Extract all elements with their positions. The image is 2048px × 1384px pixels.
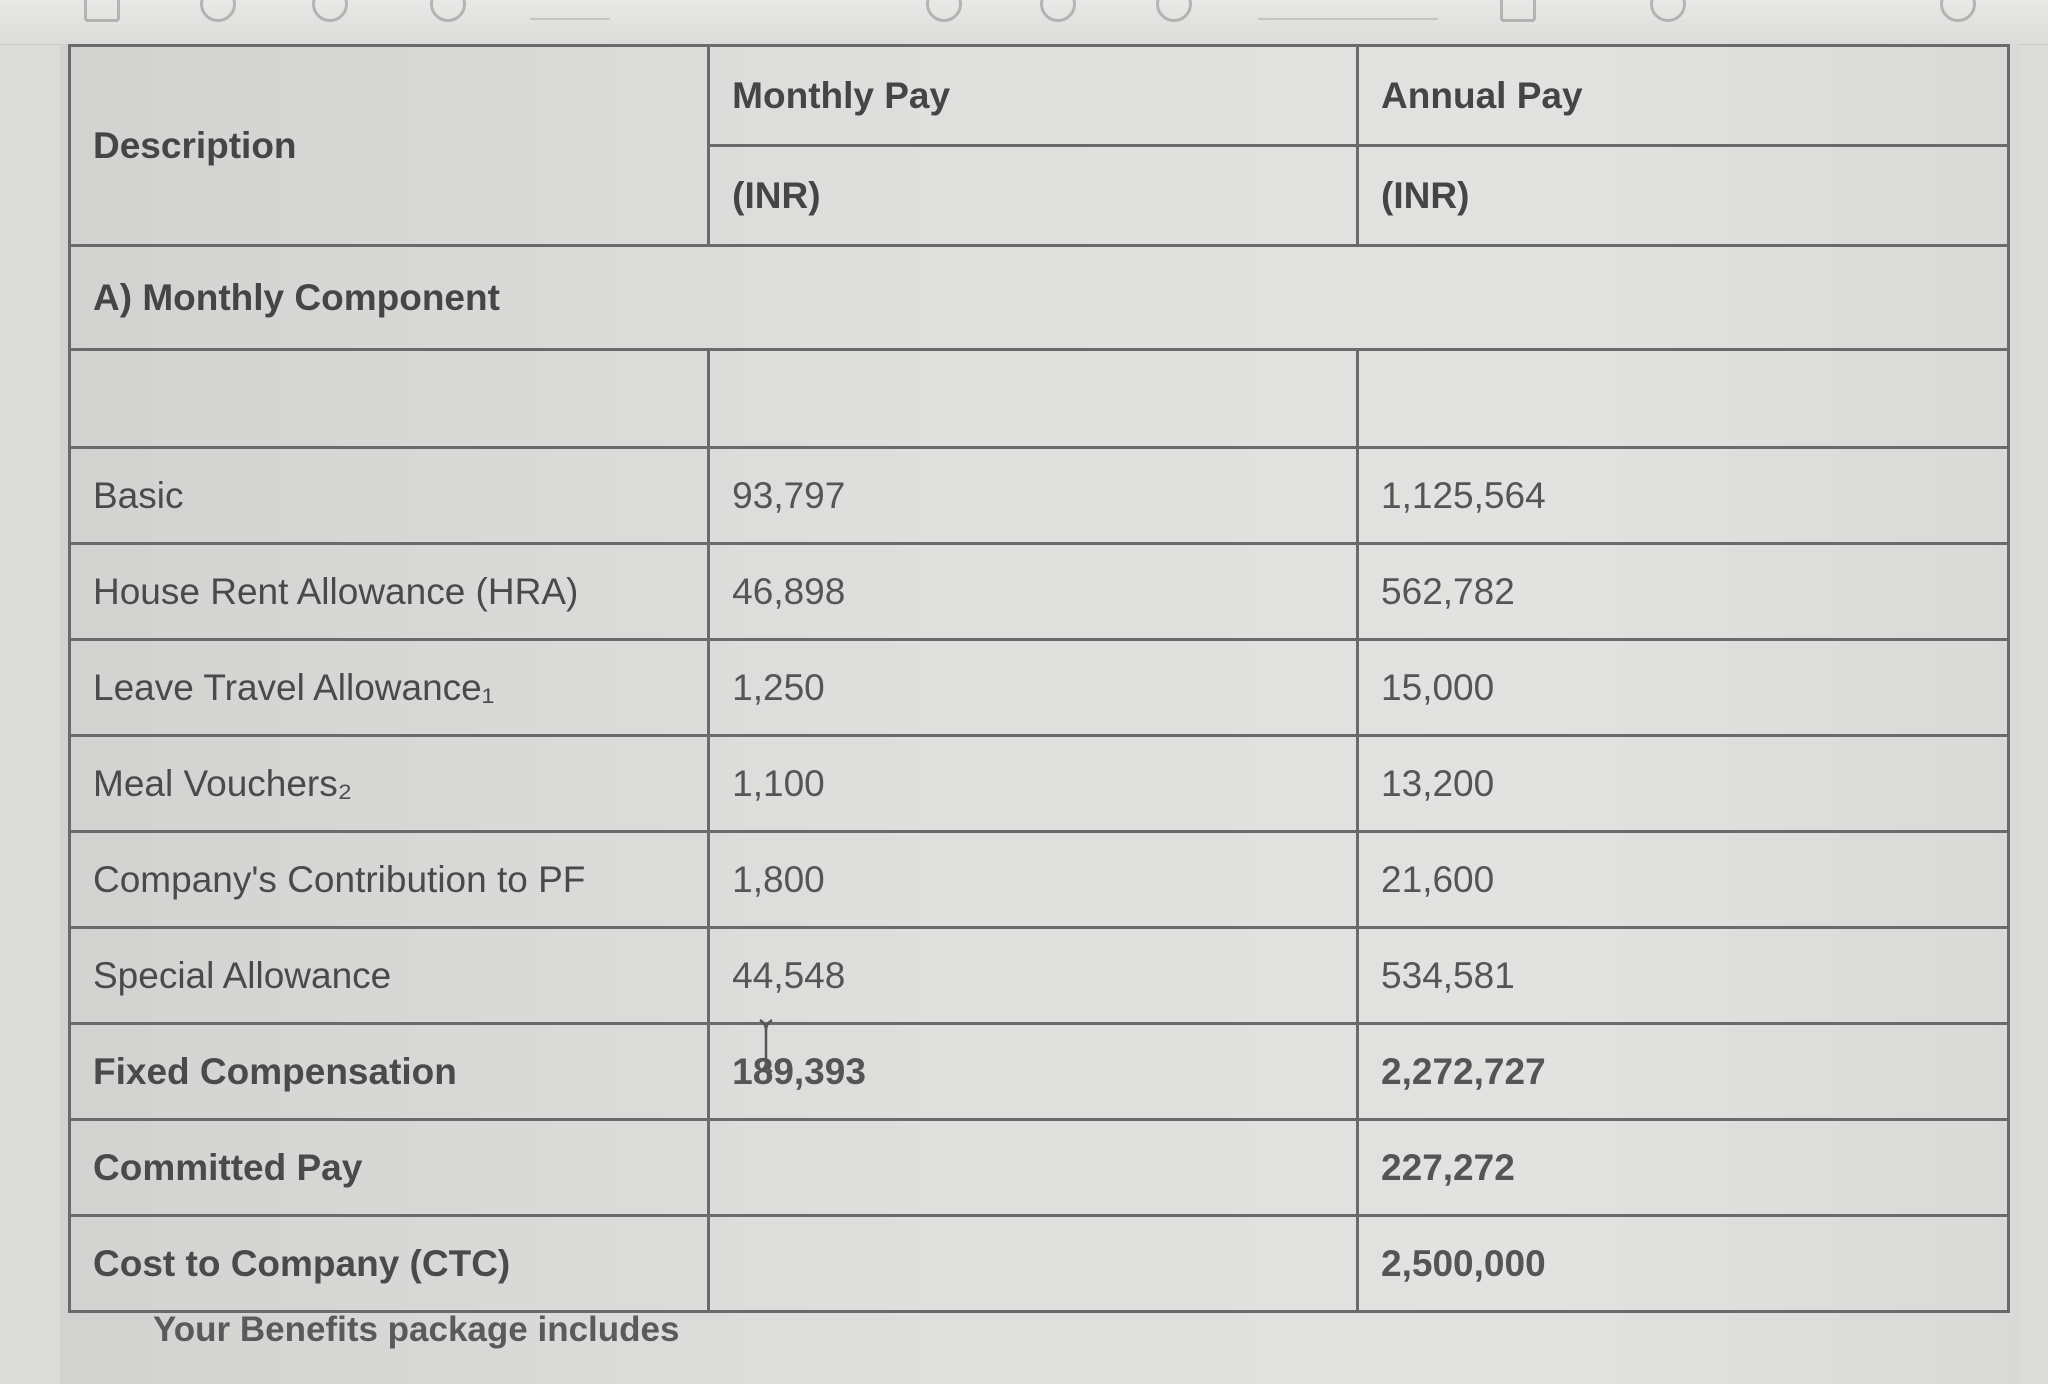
- table-row: [70, 544, 2009, 640]
- monthly-value: 1,250: [709, 640, 1358, 736]
- document-icon[interactable]: [84, 0, 120, 22]
- monthly-value: [709, 1216, 1358, 1312]
- compensation-table: [68, 44, 2010, 1313]
- description-header: Description: [70, 46, 709, 246]
- monthly-pay-header: Monthly Pay: [709, 46, 1358, 146]
- circle-tool-icon-2[interactable]: [430, 0, 466, 22]
- blank-cell: [70, 350, 709, 448]
- table-icon[interactable]: [1500, 0, 1536, 22]
- annual-value: 1,125,564: [1358, 448, 2009, 544]
- row-label: Special Allowance: [70, 928, 709, 1024]
- circle-tool-icon[interactable]: [312, 0, 348, 22]
- blank-cell: [709, 350, 1358, 448]
- section-row: [70, 246, 2009, 350]
- benefits-note: Your Benefits package includes: [153, 1310, 680, 1349]
- blank-cell: [1358, 350, 2009, 448]
- row-label: Meal Vouchers₂: [70, 736, 709, 832]
- row-label: Committed Pay: [70, 1120, 709, 1216]
- monthly-value: 1,800: [709, 832, 1358, 928]
- monthly-value[interactable]: 189,393: [709, 1024, 1358, 1120]
- row-label: Fixed Compensation: [70, 1024, 709, 1120]
- annual-pay-header: Annual Pay: [1358, 46, 2009, 146]
- row-label: Leave Travel Allowance₁: [70, 640, 709, 736]
- table-row: [70, 1216, 2009, 1312]
- circle-tool-icon-6[interactable]: [1650, 0, 1686, 22]
- annual-value: 15,000: [1358, 640, 2009, 736]
- circle-tool-icon-7[interactable]: [1940, 0, 1976, 22]
- table-row: [70, 448, 2009, 544]
- annual-value: 534,581: [1358, 928, 2009, 1024]
- row-label: House Rent Allowance (HRA): [70, 544, 709, 640]
- annual-value: 13,200: [1358, 736, 2009, 832]
- search-icon[interactable]: [200, 0, 236, 22]
- document-page: [60, 44, 2020, 1384]
- annual-unit: (INR): [1358, 146, 2009, 246]
- blank-row: [70, 350, 2009, 448]
- table-row: [70, 832, 2009, 928]
- table-row: [70, 1120, 2009, 1216]
- annual-value: 21,600: [1358, 832, 2009, 928]
- annual-value: 2,272,727: [1358, 1024, 2009, 1120]
- monthly-value: 44,548: [709, 928, 1358, 1024]
- row-label: Cost to Company (CTC): [70, 1216, 709, 1312]
- monthly-value: 1,100: [709, 736, 1358, 832]
- annual-value: 227,272: [1358, 1120, 2009, 1216]
- annual-value: 2,500,000: [1358, 1216, 2009, 1312]
- table-row: [70, 1024, 2009, 1120]
- monthly-value: 93,797: [709, 448, 1358, 544]
- section-title: A) Monthly Component: [70, 246, 2009, 350]
- table-row: [70, 640, 2009, 736]
- table-header-row: [70, 46, 2009, 146]
- circle-tool-icon-3[interactable]: [926, 0, 962, 22]
- monthly-value: 46,898: [709, 544, 1358, 640]
- row-label: Company's Contribution to PF: [70, 832, 709, 928]
- annual-value: 562,782: [1358, 544, 2009, 640]
- table-row: [70, 928, 2009, 1024]
- toolbar: [0, 0, 2048, 45]
- row-label: Basic: [70, 448, 709, 544]
- monthly-value: [709, 1120, 1358, 1216]
- circle-tool-icon-5[interactable]: [1156, 0, 1192, 22]
- table-row: [70, 736, 2009, 832]
- circle-tool-icon-4[interactable]: [1040, 0, 1076, 22]
- toolbar-divider: [530, 18, 610, 20]
- toolbar-divider-2: [1258, 18, 1438, 20]
- monthly-unit: (INR): [709, 146, 1358, 246]
- text-cursor-icon: [757, 1016, 775, 1076]
